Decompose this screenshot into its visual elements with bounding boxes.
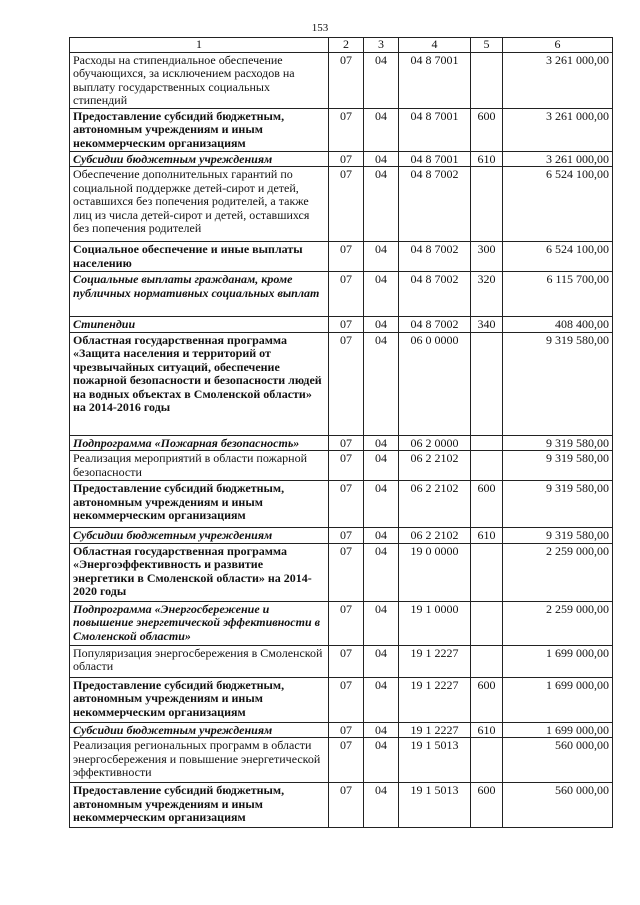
amount-cell: 3 261 000,00 <box>503 151 613 167</box>
header-col-1: 1 <box>70 38 329 53</box>
section-code-cell: 07 <box>329 601 364 645</box>
table-row <box>70 528 613 544</box>
target-article-cell: 04 8 7001 <box>399 108 471 151</box>
expense-type-cell: 610 <box>471 528 503 544</box>
expense-type-cell <box>471 167 503 242</box>
subsection-code-cell: 04 <box>364 108 399 151</box>
subsection-code-cell: 04 <box>364 242 399 272</box>
amount-cell: 1 699 000,00 <box>503 722 613 738</box>
table-row <box>70 722 613 738</box>
section-code-cell: 07 <box>329 481 364 528</box>
subsection-code-cell: 04 <box>364 151 399 167</box>
subsection-code-cell: 04 <box>364 677 399 722</box>
section-code-cell: 07 <box>329 645 364 677</box>
subsection-code-cell: 04 <box>364 272 399 317</box>
target-article-cell: 19 1 2227 <box>399 722 471 738</box>
amount-cell: 9 319 580,00 <box>503 435 613 451</box>
target-article-cell: 19 1 5013 <box>399 738 471 783</box>
target-article-cell: 04 8 7002 <box>399 242 471 272</box>
expense-name-cell: Субсидии бюджетным учреждениям <box>70 151 329 167</box>
amount-cell: 6 524 100,00 <box>503 242 613 272</box>
table-body <box>70 52 613 828</box>
target-article-cell: 04 8 7001 <box>399 52 471 108</box>
expense-type-cell <box>471 435 503 451</box>
target-article-cell: 06 2 0000 <box>399 435 471 451</box>
expense-name-cell: Предоставление субсидий бюджетным, автономным учреждениям и иным некоммерческим организациям <box>70 481 329 528</box>
subsection-code-cell: 04 <box>364 332 399 435</box>
section-code-cell: 07 <box>329 52 364 108</box>
expense-type-cell: 610 <box>471 722 503 738</box>
subsection-code-cell: 04 <box>364 317 399 333</box>
target-article-cell: 06 2 2102 <box>399 451 471 481</box>
section-code-cell: 07 <box>329 317 364 333</box>
header-col-2: 2 <box>329 38 364 53</box>
subsection-code-cell: 04 <box>364 738 399 783</box>
section-code-cell: 07 <box>329 108 364 151</box>
subsection-code-cell: 04 <box>364 528 399 544</box>
amount-cell: 3 261 000,00 <box>503 52 613 108</box>
table-row <box>70 677 613 722</box>
section-code-cell: 07 <box>329 677 364 722</box>
amount-cell: 560 000,00 <box>503 738 613 783</box>
expense-name-cell: Предоставление субсидий бюджетным, автономным учреждениям и иным некоммерческим организациям <box>70 783 329 828</box>
table-row <box>70 783 613 828</box>
budget-table <box>69 37 613 828</box>
target-article-cell: 19 0 0000 <box>399 543 471 601</box>
expense-name-cell: Популяризация энергосбережения в Смоленской области <box>70 645 329 677</box>
table-row <box>70 167 613 242</box>
table-row <box>70 242 613 272</box>
table-row <box>70 645 613 677</box>
section-code-cell: 07 <box>329 151 364 167</box>
section-code-cell: 07 <box>329 783 364 828</box>
amount-cell: 1 699 000,00 <box>503 677 613 722</box>
amount-cell: 2 259 000,00 <box>503 543 613 601</box>
table-row <box>70 601 613 645</box>
subsection-code-cell: 04 <box>364 167 399 242</box>
expense-type-cell: 600 <box>471 108 503 151</box>
amount-cell: 9 319 580,00 <box>503 481 613 528</box>
section-code-cell: 07 <box>329 543 364 601</box>
expense-type-cell <box>471 52 503 108</box>
expense-name-cell: Субсидии бюджетным учреждениям <box>70 722 329 738</box>
table-row <box>70 435 613 451</box>
expense-name-cell: Социальное обеспечение и иные выплаты населению <box>70 242 329 272</box>
table-row <box>70 151 613 167</box>
expense-name-cell: Подпрограмма «Пожарная безопасность» <box>70 435 329 451</box>
expense-name-cell: Реализация мероприятий в области пожарной безопасности <box>70 451 329 481</box>
table-row <box>70 317 613 333</box>
table-row <box>70 108 613 151</box>
subsection-code-cell: 04 <box>364 52 399 108</box>
expense-name-cell: Субсидии бюджетным учреждениям <box>70 528 329 544</box>
expense-type-cell <box>471 645 503 677</box>
amount-cell: 6 524 100,00 <box>503 167 613 242</box>
expense-name-cell: Областная государственная программа «Защита населения и территорий от чрезвычайных ситуаций, обеспечение пожарной безопасности и безопасности людей на водных объектах в Смоленской области» на 2014-2016 годы <box>70 332 329 435</box>
amount-cell: 9 319 580,00 <box>503 451 613 481</box>
target-article-cell: 19 1 5013 <box>399 783 471 828</box>
table-row <box>70 481 613 528</box>
target-article-cell: 04 8 7002 <box>399 272 471 317</box>
expense-type-cell: 320 <box>471 272 503 317</box>
expense-type-cell: 600 <box>471 481 503 528</box>
section-code-cell: 07 <box>329 332 364 435</box>
expense-type-cell <box>471 543 503 601</box>
expense-name-cell: Стипендии <box>70 317 329 333</box>
amount-cell: 408 400,00 <box>503 317 613 333</box>
expense-type-cell: 300 <box>471 242 503 272</box>
expense-name-cell: Предоставление субсидий бюджетным, автономным учреждениям и иным некоммерческим организациям <box>70 108 329 151</box>
page-number: 153 <box>311 22 329 34</box>
target-article-cell: 19 1 2227 <box>399 677 471 722</box>
table-row <box>70 52 613 108</box>
subsection-code-cell: 04 <box>364 601 399 645</box>
subsection-code-cell: 04 <box>364 783 399 828</box>
expense-name-cell: Социальные выплаты гражданам, кроме публичных нормативных социальных выплат <box>70 272 329 317</box>
expense-name-cell: Реализация региональных программ в области энергосбережения и повышение энергетической эффективности <box>70 738 329 783</box>
header-col-3: 3 <box>364 38 399 53</box>
target-article-cell: 19 1 0000 <box>399 601 471 645</box>
subsection-code-cell: 04 <box>364 543 399 601</box>
amount-cell: 9 319 580,00 <box>503 332 613 435</box>
expense-type-cell: 610 <box>471 151 503 167</box>
subsection-code-cell: 04 <box>364 481 399 528</box>
section-code-cell: 07 <box>329 451 364 481</box>
amount-cell: 1 699 000,00 <box>503 645 613 677</box>
target-article-cell: 06 0 0000 <box>399 332 471 435</box>
expense-name-cell: Областная государственная программа «Энергоэффективность и развитие энергетики в Смоленской области» на 2014-2020 годы <box>70 543 329 601</box>
section-code-cell: 07 <box>329 167 364 242</box>
section-code-cell: 07 <box>329 528 364 544</box>
expense-name-cell: Обеспечение дополнительных гарантий по социальной поддержке детей-сирот и детей, оставшихся без попечения родителей, а также лиц из числа детей-сирот и детей, оставшихся без попечения родителей <box>70 167 329 242</box>
subsection-code-cell: 04 <box>364 451 399 481</box>
section-code-cell: 07 <box>329 272 364 317</box>
header-col-5: 5 <box>471 38 503 53</box>
section-code-cell: 07 <box>329 435 364 451</box>
expense-type-cell <box>471 601 503 645</box>
table-row <box>70 738 613 783</box>
expense-type-cell <box>471 451 503 481</box>
expense-type-cell: 340 <box>471 317 503 333</box>
section-code-cell: 07 <box>329 738 364 783</box>
subsection-code-cell: 04 <box>364 435 399 451</box>
amount-cell: 560 000,00 <box>503 783 613 828</box>
target-article-cell: 06 2 2102 <box>399 481 471 528</box>
expense-type-cell: 600 <box>471 783 503 828</box>
target-article-cell: 04 8 7002 <box>399 167 471 242</box>
expense-type-cell <box>471 332 503 435</box>
expense-type-cell: 600 <box>471 677 503 722</box>
expense-name-cell: Подпрограмма «Энергосбережение и повышение энергетической эффективности в Смоленской области» <box>70 601 329 645</box>
target-article-cell: 04 8 7001 <box>399 151 471 167</box>
expense-name-cell: Расходы на стипендиальное обеспечение обучающихся, за исключением расходов на выплату государственных социальных стипендий <box>70 52 329 108</box>
amount-cell: 3 261 000,00 <box>503 108 613 151</box>
table-row <box>70 451 613 481</box>
header-col-6: 6 <box>503 38 613 53</box>
amount-cell: 9 319 580,00 <box>503 528 613 544</box>
table-row <box>70 543 613 601</box>
table-row <box>70 272 613 317</box>
section-code-cell: 07 <box>329 722 364 738</box>
subsection-code-cell: 04 <box>364 722 399 738</box>
amount-cell: 2 259 000,00 <box>503 601 613 645</box>
expense-name-cell: Предоставление субсидий бюджетным, автономным учреждениям и иным некоммерческим организациям <box>70 677 329 722</box>
expense-type-cell <box>471 738 503 783</box>
subsection-code-cell: 04 <box>364 645 399 677</box>
amount-cell: 6 115 700,00 <box>503 272 613 317</box>
target-article-cell: 19 1 2227 <box>399 645 471 677</box>
target-article-cell: 06 2 2102 <box>399 528 471 544</box>
table-row <box>70 332 613 435</box>
header-col-4: 4 <box>399 38 471 53</box>
table-header-row <box>70 38 613 53</box>
section-code-cell: 07 <box>329 242 364 272</box>
target-article-cell: 04 8 7002 <box>399 317 471 333</box>
